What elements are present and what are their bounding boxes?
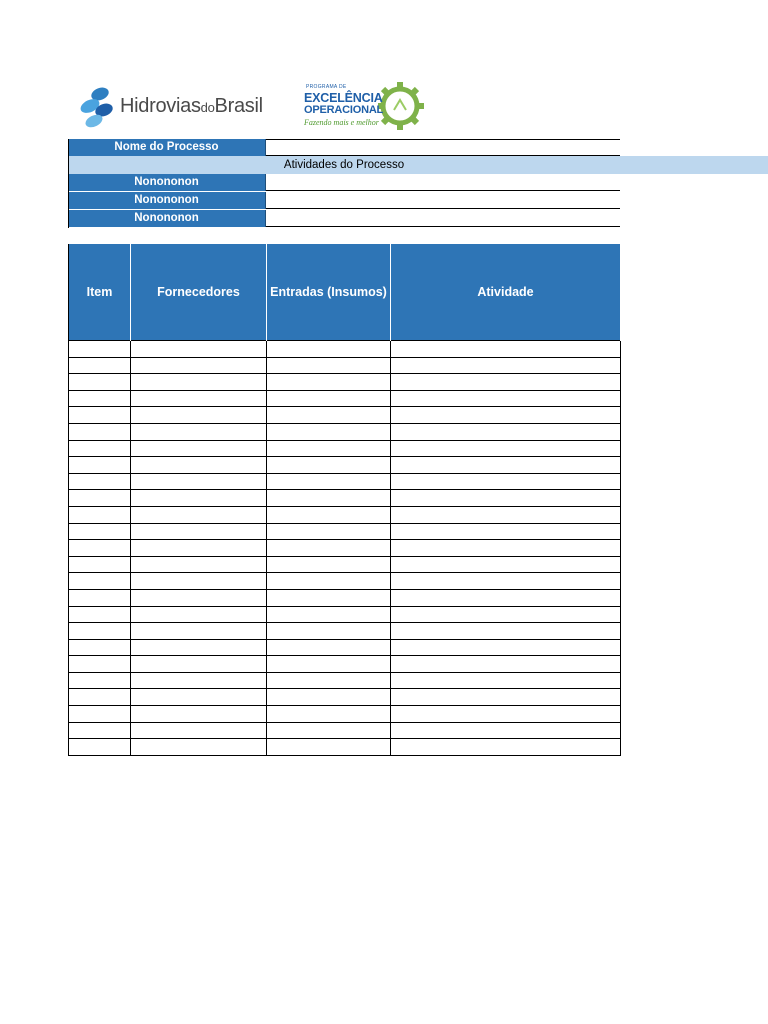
table-cell[interactable] (69, 390, 131, 407)
table-cell[interactable] (391, 606, 621, 623)
info-row-field[interactable] (266, 210, 620, 227)
table-cell[interactable] (391, 440, 621, 457)
table-cell[interactable] (267, 423, 391, 440)
table-cell[interactable] (391, 573, 621, 590)
column-header-atividade: Atividade (391, 244, 621, 341)
table-row (69, 374, 621, 391)
table-cell[interactable] (131, 523, 267, 540)
gear-icon (378, 78, 424, 134)
hidrovias-wordmark: HidroviasdoBrasil (120, 95, 263, 117)
table-row (69, 722, 621, 739)
table-cell[interactable] (69, 407, 131, 424)
table-cell[interactable] (391, 706, 621, 723)
table-cell[interactable] (391, 374, 621, 391)
table-cell[interactable] (267, 573, 391, 590)
table-cell[interactable] (391, 390, 621, 407)
table-row (69, 423, 621, 440)
table-cell[interactable] (131, 606, 267, 623)
table-row (69, 540, 621, 557)
logo-title-line2: OPERACIONAL (304, 104, 384, 116)
table-cell[interactable] (267, 523, 391, 540)
table-row (69, 473, 621, 490)
table-cell[interactable] (131, 357, 267, 374)
table-cell[interactable] (267, 506, 391, 523)
table-cell[interactable] (131, 623, 267, 640)
table-cell[interactable] (391, 490, 621, 507)
table-row (69, 656, 621, 673)
table-cell[interactable] (391, 540, 621, 557)
table-cell[interactable] (69, 556, 131, 573)
table-cell[interactable] (391, 357, 621, 374)
info-row-field[interactable] (266, 174, 620, 191)
table-cell[interactable] (69, 457, 131, 474)
process-name-label: Nome do Processo (68, 139, 266, 156)
table-cell[interactable] (131, 573, 267, 590)
table-cell[interactable] (267, 589, 391, 606)
table-cell[interactable] (69, 739, 131, 756)
table-cell[interactable] (267, 722, 391, 739)
table-cell[interactable] (69, 490, 131, 507)
process-name-field[interactable] (266, 139, 620, 156)
table-cell[interactable] (391, 423, 621, 440)
table-cell[interactable] (69, 689, 131, 706)
table-row (69, 490, 621, 507)
logo-title-line1: EXCELÊNCIA (304, 91, 383, 105)
table-row (69, 589, 621, 606)
column-header-entradas: Entradas (Insumos) (267, 244, 391, 341)
table-row (69, 440, 621, 457)
table-cell[interactable] (391, 506, 621, 523)
hidrovias-emblem-icon (78, 84, 118, 130)
table-cell[interactable] (391, 473, 621, 490)
table-cell[interactable] (131, 739, 267, 756)
table-row (69, 390, 621, 407)
activities-banner (68, 156, 768, 174)
info-row-label: Nonononon (68, 192, 266, 209)
info-row (68, 210, 620, 227)
table-row (69, 407, 621, 424)
table-cell[interactable] (69, 473, 131, 490)
table-cell[interactable] (391, 672, 621, 689)
table-cell[interactable] (131, 374, 267, 391)
table-cell[interactable] (267, 374, 391, 391)
table-cell[interactable] (69, 341, 131, 358)
table-cell[interactable] (267, 606, 391, 623)
table-cell[interactable] (131, 407, 267, 424)
table-cell[interactable] (69, 523, 131, 540)
table-row (69, 506, 621, 523)
table-cell[interactable] (267, 639, 391, 656)
hidrovias-logo (78, 84, 268, 130)
table-cell[interactable] (131, 672, 267, 689)
table-cell[interactable] (267, 672, 391, 689)
table-row (69, 672, 621, 689)
table-cell[interactable] (69, 656, 131, 673)
table-header-row (69, 244, 621, 341)
table-row (69, 573, 621, 590)
table-cell[interactable] (69, 639, 131, 656)
table-row (69, 523, 621, 540)
table-cell[interactable] (267, 739, 391, 756)
table-cell[interactable] (391, 722, 621, 739)
table-cell[interactable] (131, 589, 267, 606)
info-row-label: Nonononon (68, 210, 266, 227)
table-row (69, 623, 621, 640)
table-row (69, 341, 621, 358)
table-cell[interactable] (267, 473, 391, 490)
table-row (69, 706, 621, 723)
table-cell[interactable] (69, 423, 131, 440)
table-cell[interactable] (391, 523, 621, 540)
table-cell[interactable] (131, 689, 267, 706)
table-row (69, 689, 621, 706)
table-cell[interactable] (69, 357, 131, 374)
table-cell[interactable] (391, 623, 621, 640)
process-name-row (68, 139, 620, 156)
header-left-border (68, 139, 69, 228)
table-cell[interactable] (69, 540, 131, 557)
table-cell[interactable] (131, 706, 267, 723)
info-row-field[interactable] (266, 192, 620, 209)
table-cell[interactable] (131, 639, 267, 656)
table-cell[interactable] (267, 457, 391, 474)
table-cell[interactable] (69, 606, 131, 623)
table-cell[interactable] (267, 440, 391, 457)
table-cell[interactable] (267, 490, 391, 507)
table-cell[interactable] (267, 407, 391, 424)
table-cell[interactable] (267, 623, 391, 640)
table-row (69, 556, 621, 573)
table-cell[interactable] (391, 739, 621, 756)
table-cell[interactable] (267, 689, 391, 706)
logo-program-label: PROGRAMA DE (306, 84, 347, 90)
table-cell[interactable] (391, 589, 621, 606)
table-row (69, 457, 621, 474)
table-row (69, 639, 621, 656)
column-header-fornecedores: Fornecedores (131, 244, 267, 341)
table-cell[interactable] (267, 357, 391, 374)
table-body (69, 341, 621, 756)
table-cell[interactable] (69, 440, 131, 457)
table-cell[interactable] (69, 573, 131, 590)
info-row-label: Nonononon (68, 174, 266, 191)
table-cell[interactable] (69, 672, 131, 689)
table-cell[interactable] (131, 390, 267, 407)
table-cell[interactable] (131, 556, 267, 573)
excelencia-operacional-logo (300, 78, 424, 134)
table-cell[interactable] (131, 457, 267, 474)
table-row (69, 739, 621, 756)
table-cell[interactable] (267, 556, 391, 573)
table-cell[interactable] (391, 556, 621, 573)
table-cell[interactable] (69, 589, 131, 606)
table-cell[interactable] (267, 390, 391, 407)
table-cell[interactable] (131, 440, 267, 457)
table-cell[interactable] (131, 423, 267, 440)
activities-banner-title: Atividades do Processo (283, 159, 405, 171)
table-cell[interactable] (391, 341, 621, 358)
table-cell[interactable] (267, 540, 391, 557)
table-cell[interactable] (391, 656, 621, 673)
table-cell[interactable] (69, 506, 131, 523)
table-cell[interactable] (267, 656, 391, 673)
table-cell[interactable] (69, 623, 131, 640)
table-cell[interactable] (131, 656, 267, 673)
table-cell[interactable] (131, 722, 267, 739)
table-cell[interactable] (69, 722, 131, 739)
logo-tagline: Fazendo mais e melhor (304, 118, 379, 127)
table-cell[interactable] (131, 473, 267, 490)
table-cell[interactable] (131, 506, 267, 523)
table-row (69, 606, 621, 623)
table-cell[interactable] (69, 706, 131, 723)
table-cell[interactable] (391, 639, 621, 656)
table-cell[interactable] (131, 490, 267, 507)
table-cell[interactable] (267, 706, 391, 723)
info-row (68, 192, 620, 209)
table-cell[interactable] (391, 689, 621, 706)
table-row (69, 357, 621, 374)
table-cell[interactable] (391, 457, 621, 474)
process-activities-table (68, 244, 621, 756)
table-cell[interactable] (131, 341, 267, 358)
table-cell[interactable] (391, 407, 621, 424)
table-cell[interactable] (131, 540, 267, 557)
column-header-item: Item (69, 244, 131, 341)
info-row (68, 174, 620, 191)
table-cell[interactable] (267, 341, 391, 358)
table-cell[interactable] (69, 374, 131, 391)
